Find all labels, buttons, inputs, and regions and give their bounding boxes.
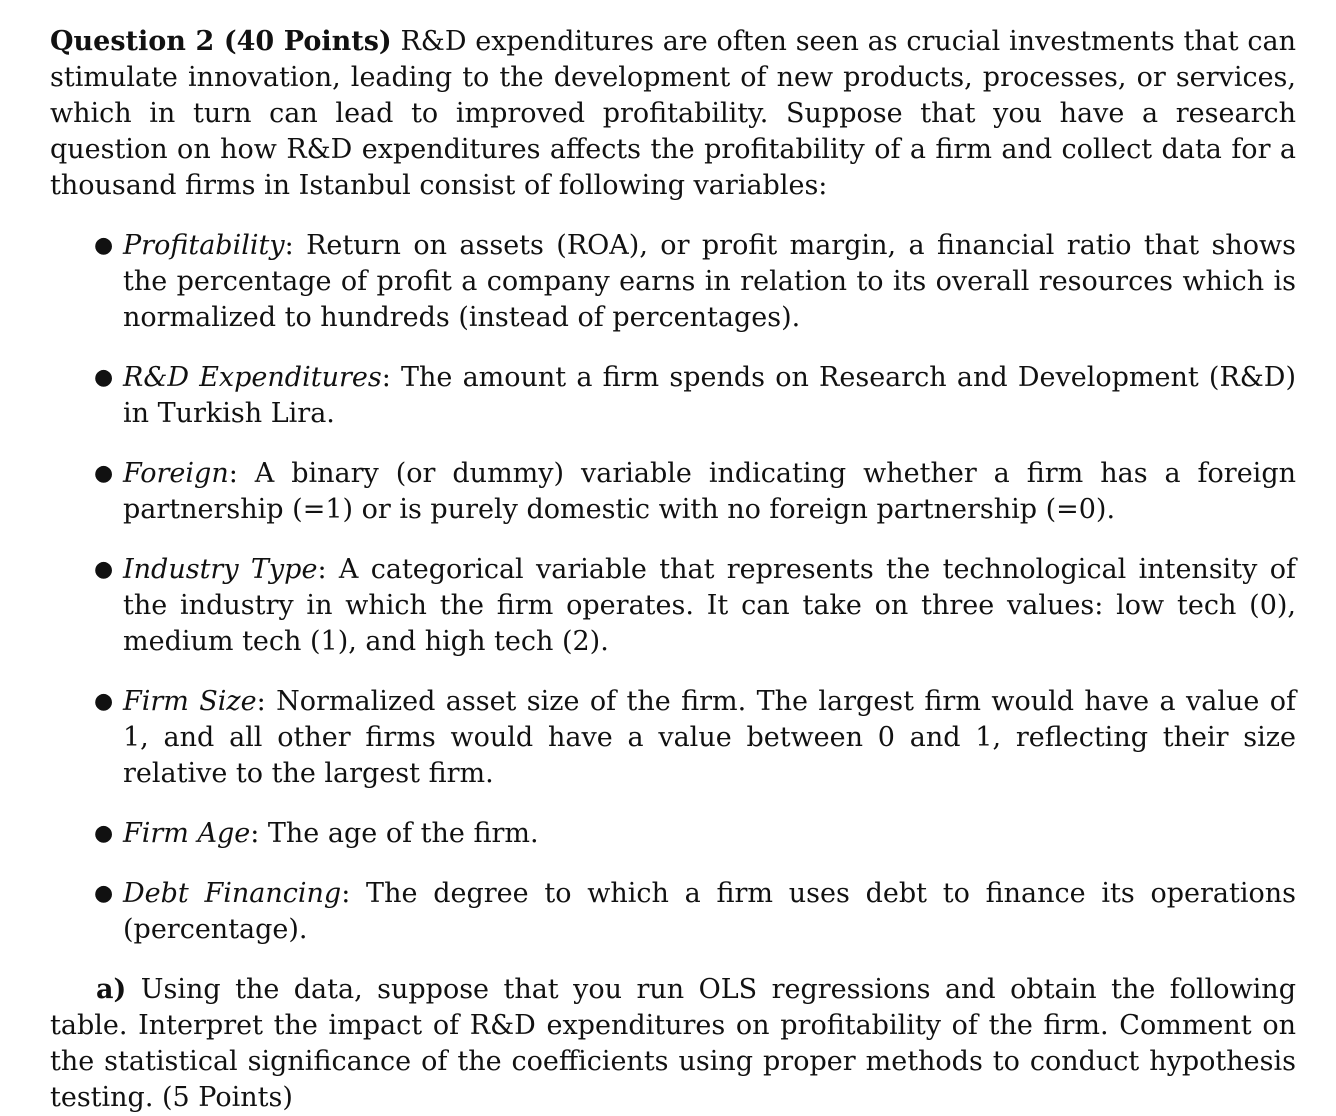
variable-name: Firm Size xyxy=(123,686,257,717)
variable-description: : A categorical variable that represents the technological intensity of the industry in which the firm operates. It can take on three values: low tech (0), medium tech (1), and high tech (2). xyxy=(123,554,1296,657)
part-a-text: Using the data, suppose that you run OLS regressions and obtain the following table. Interpret the impact of R&D expenditures on profitability of the firm. Comment on the statistical significance of the coefficients using proper methods to conduct hypothesis testing. (5 Points) xyxy=(50,974,1296,1113)
variable-description: : Normalized asset size of the firm. The largest firm would have a value of 1, and all other firms would have a value between 0 and 1, reflecting their size relative to the largest firm. xyxy=(123,686,1297,789)
bullet-icon: ● xyxy=(94,461,114,486)
variable-item-industry-type xyxy=(50,552,1296,660)
part-a-paragraph xyxy=(50,972,1296,1116)
bullet-icon: ● xyxy=(94,233,114,258)
variable-name: Industry Type xyxy=(123,554,318,585)
variable-description: : The amount a firm spends on Research and Development (R&D) in Turkish Lira. xyxy=(123,362,1296,429)
question-heading: Question 2 (40 Points) xyxy=(50,26,392,57)
variable-item-profitability xyxy=(50,228,1296,336)
variable-item-debt-financing xyxy=(50,876,1296,948)
bullet-icon: ● xyxy=(94,881,114,906)
variable-name: Firm Age xyxy=(123,818,251,849)
variable-name: R&D Expenditures xyxy=(123,362,382,393)
bullet-icon: ● xyxy=(94,557,114,582)
variable-list xyxy=(50,228,1296,948)
variable-description: : Return on assets (ROA), or profit margin, a financial ratio that shows the percentage of profit a company earns in relation to its overall resources which is normalized to hundreds (instead of percentages). xyxy=(123,230,1296,333)
variable-item-rd-expenditures xyxy=(50,360,1296,432)
variable-name: Debt Financing xyxy=(123,878,342,909)
variable-name: Profitability xyxy=(123,230,285,261)
variable-description: : The degree to which a firm uses debt to finance its operations (percentage). xyxy=(123,878,1296,945)
bullet-icon: ● xyxy=(94,689,114,714)
bullet-icon: ● xyxy=(94,821,114,846)
variable-item-foreign xyxy=(50,456,1296,528)
variable-name: Foreign xyxy=(123,458,229,489)
variable-item-firm-size xyxy=(50,684,1296,792)
question-intro-paragraph xyxy=(50,24,1296,204)
document-page xyxy=(50,24,1296,1116)
variable-description: : A binary (or dummy) variable indicating whether a firm has a foreign partnership (=1) or is purely domestic with no foreign partnership (=0). xyxy=(123,458,1296,525)
variable-item-firm-age xyxy=(50,816,1296,852)
bullet-icon: ● xyxy=(94,365,114,390)
part-a-label: a) xyxy=(96,974,127,1005)
variable-description: : The age of the firm. xyxy=(250,818,539,849)
question-intro-text: R&D expenditures are often seen as crucial investments that can stimulate innovation, leading to the development of new products, processes, or services, which in turn can lead to improved profitability. Suppose that you have a research question on how R&D expenditures affects the profitability of a firm and collect data for a thousand firms in Istanbul consist of following variables: xyxy=(50,26,1296,201)
